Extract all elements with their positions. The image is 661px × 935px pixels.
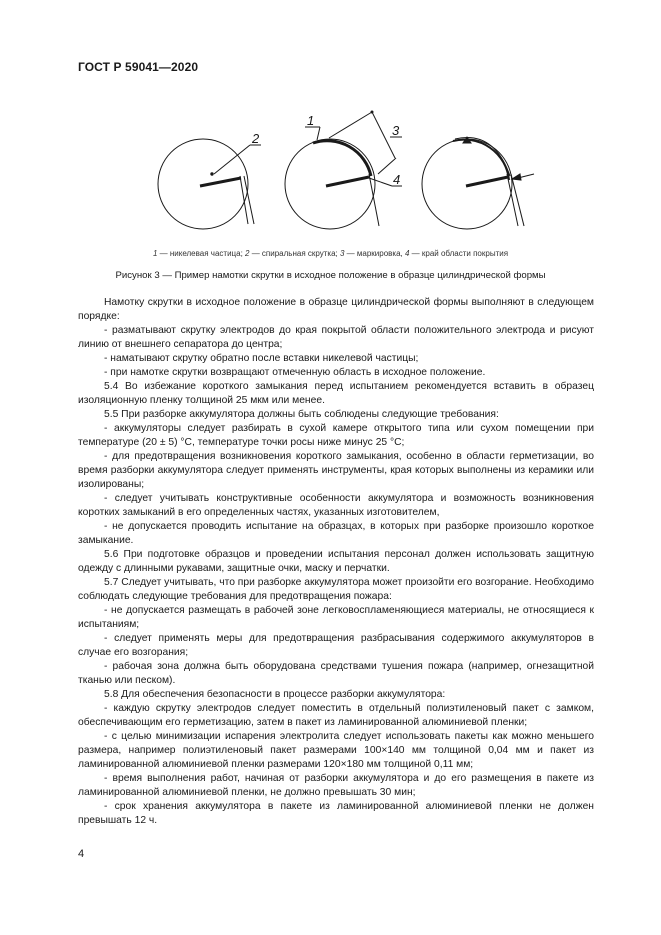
paragraph: - не допускается проводить испытание на образцах, в которых при разборке произошло короткое замыкание. [78,521,594,546]
paragraph: 5.7 Следует учитывать, что при разборке аккумулятора может произойти его возгорание. Необходимо соблюдать следующие требования для предотвращения пожара: [78,577,594,602]
paragraph: - не допускается размещать в рабочей зоне легковоспламеняющиеся материалы, не относящиеся к испытаниям; [78,605,594,630]
separator-line-2 [369,174,379,226]
tick-mark-3 [371,111,373,113]
cylinder-3 [422,139,512,229]
legend-num-4: 4 [404,249,410,258]
legend-num-3: 3 [339,249,345,258]
document-header: ГОСТ Р 59041—2020 [78,60,199,74]
figure-label-1: 1 [307,113,315,128]
paragraph: 5.4 Во избежание короткого замыкания перед испытанием рекомендуется вставить в образец изоляционную пленку толщиной 25 мкм или менее. [78,381,594,406]
separator-line-1a [240,176,248,224]
leader-line-4 [369,178,392,186]
paragraph: - срок хранения аккумулятора в пакете из ламинированной алюминиевой пленки не должен превышать 12 ч. [78,801,594,826]
paragraph: - с целью минимизации испарения электролита следует использовать пакеты как можно меньшего размера, например полиэтиленовый пакет размерами 100×140 мм толщиной 0,04 мм и пакет из ламинированной алюминиевой пленки размерами 120×180 мм толщиной 0,11 мм; [78,731,594,770]
paragraph: - каждую скрутку электродов следует поместить в отдельный полиэтиленовый пакет с замком, обеспечивающим его герметизацию, затем в пакет из ламинированной алюминиевой пленки; [78,703,594,728]
figure-label-4: 4 [393,172,401,187]
paragraph: - следует применять меры для предотвращения разбрасывания содержимого аккумуляторов в случае его возгорания; [78,633,594,658]
leader-line-1 [317,127,320,140]
paragraph: - для предотвращения возникновения короткого замыкания, особенно в области герметизации, во время разборки аккумулятора следует применять инструменты, края которых выполнены из керамики или изолированы; [78,451,594,490]
paragraph: 5.6 При подготовке образцов и проведении испытания персонал должен использовать защитную одежду с длинными рукавами, защитные очки, маску и перчатки. [78,549,594,574]
legend-text-2: — спиральная скрутка; [249,249,340,258]
paragraph: 5.8 Для обеспечения безопасности в процессе разборки аккумулятора: [104,689,446,700]
page-number: 4 [78,848,85,860]
legend-text-4: — край области покрытия [409,249,509,258]
paragraph: 5.5 При разборке аккумулятора должны быть соблюдены следующие требования: [104,409,499,420]
legend-num-2: 2 [245,249,250,258]
legend-num-1: 1 [152,249,158,258]
paragraph: - аккумуляторы следует разбирать в сухой камере открытого типа или сухом помещении при температуре (20 ± 5) °С, температуре точки росы ниже минус 25 °С; [78,423,594,448]
paragraph: - при намотке скрутки возвращают отмеченную область в исходное положение. [104,367,486,378]
nickel-particle-1 [211,173,213,175]
legend-text-3: — маркировка, [344,249,405,258]
dimension-line-3 [329,112,372,138]
paragraph: Намотку скрутки в исходное положение в образце цилиндрической формы выполняют в следующем порядке: [78,297,594,322]
paragraph: - следует учитывать конструктивные особенности аккумулятора и возможность возникновения коротких замыканий в его определенных частях, указанных изготовителем, [78,493,594,518]
figure-legend [0,249,661,258]
paragraph: - время выполнения работ, начиная от разборки аккумулятора и до его размещения в пакете из ламинированной алюминиевой пленки, не должно превышать 30 мин; [78,773,594,798]
figure-label-2: 2 [252,131,260,146]
figure-3-drawing [140,100,560,240]
jellyroll-strip-1 [200,178,241,186]
coating-arc-2 [313,141,371,176]
figure-3 [140,100,560,240]
paragraph: - разматывают скрутку электродов до края покрытой области положительного электрода и рисуют линию от внешнего сепаратора до центра; [78,325,594,350]
jellyroll-strip-3 [466,177,508,186]
arrow-head-icon [512,174,521,180]
coating-arc-3 [453,140,509,180]
legend-text-1: — никелевая частица; [157,249,246,258]
paragraph: - наматывают скрутку обратно после вставки никелевой частицы; [104,353,419,364]
figure-caption: Рисунок 3 — Пример намотки скрутки в исходное положение в образце цилиндрической формы [115,270,546,281]
document-body [78,296,594,828]
jellyroll-strip-2 [326,177,369,186]
paragraph: - рабочая зона должна быть оборудована средствами тушения пожара (например, огнезащитной тканью или песком). [78,661,594,686]
figure-label-3: 3 [392,123,400,138]
